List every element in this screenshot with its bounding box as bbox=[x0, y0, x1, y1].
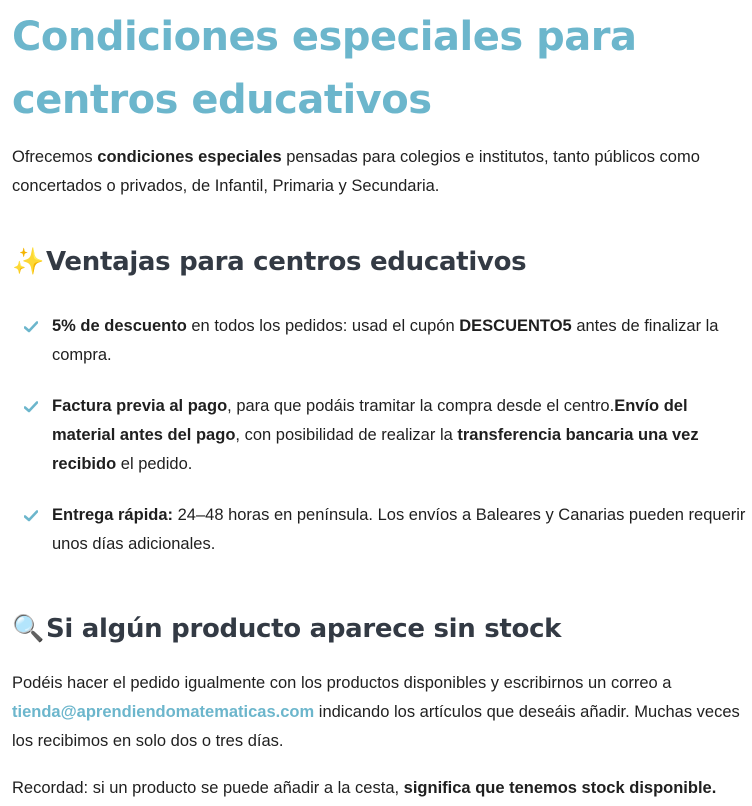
page-title: Condiciones especiales para centros educativos bbox=[12, 14, 637, 123]
stock-text-a: Podéis hacer el pedido igualmente con los productos disponibles y escribirnos un correo a bbox=[12, 674, 672, 692]
coupon-code: DESCUENTO5 bbox=[459, 317, 572, 335]
intro-paragraph bbox=[12, 143, 752, 201]
advantages-list bbox=[24, 312, 752, 559]
item-text: 24–48 horas en península. Los envíos a Baleares y Canarias pueden requerir unos días adicionales. bbox=[52, 506, 746, 553]
item-bold: Entrega rápida: bbox=[52, 506, 174, 524]
stock-heading-text: Si algún producto aparece sin stock bbox=[46, 614, 562, 644]
list-item bbox=[24, 312, 752, 370]
list-item bbox=[24, 501, 752, 559]
item-bold: Envío del material antes del pago bbox=[52, 397, 688, 444]
stock-text-b: indicando los artículos que deseáis añadir. Muchas veces los recibimos en solo dos o tres días. bbox=[12, 703, 740, 750]
list-item bbox=[24, 392, 752, 479]
stock-paragraph bbox=[12, 669, 752, 756]
check-icon bbox=[24, 401, 38, 413]
item-text: , para que podáis tramitar la compra desde el centro. bbox=[227, 397, 615, 415]
reminder-text: Recordad: si un producto se puede añadir a la cesta, bbox=[12, 779, 404, 797]
reminder-bold: significa que tenemos stock disponible. bbox=[403, 779, 717, 797]
sparkles-icon: ✨ bbox=[12, 247, 45, 277]
item-bold: transferencia bancaria una vez recibido bbox=[52, 426, 699, 473]
reminder-paragraph bbox=[12, 774, 752, 803]
check-icon bbox=[24, 321, 38, 333]
email-link[interactable]: tienda@aprendiendomatematicas.com bbox=[12, 703, 315, 721]
advantages-heading-text: Ventajas para centros educativos bbox=[46, 247, 527, 277]
magnifier-icon: 🔍 bbox=[12, 614, 45, 644]
item-text: en todos los pedidos: usad el cupón bbox=[186, 317, 460, 335]
intro-text-bold: condiciones especiales bbox=[97, 148, 282, 166]
advantages-heading bbox=[12, 244, 526, 280]
item-bold: Factura previa al pago bbox=[52, 397, 228, 415]
check-icon bbox=[24, 510, 38, 522]
item-text: , con posibilidad de realizar la bbox=[235, 426, 458, 444]
item-bold: 5% de descuento bbox=[52, 317, 187, 335]
item-text: el pedido. bbox=[116, 455, 193, 473]
intro-text-a: Ofrecemos bbox=[12, 148, 98, 166]
item-text: antes de finalizar la compra. bbox=[52, 317, 719, 364]
intro-text-c: pensadas para colegios e institutos, tanto públicos como concertados o privados, de Infantil, Primaria y Secundaria. bbox=[12, 148, 700, 195]
stock-heading bbox=[12, 611, 561, 647]
